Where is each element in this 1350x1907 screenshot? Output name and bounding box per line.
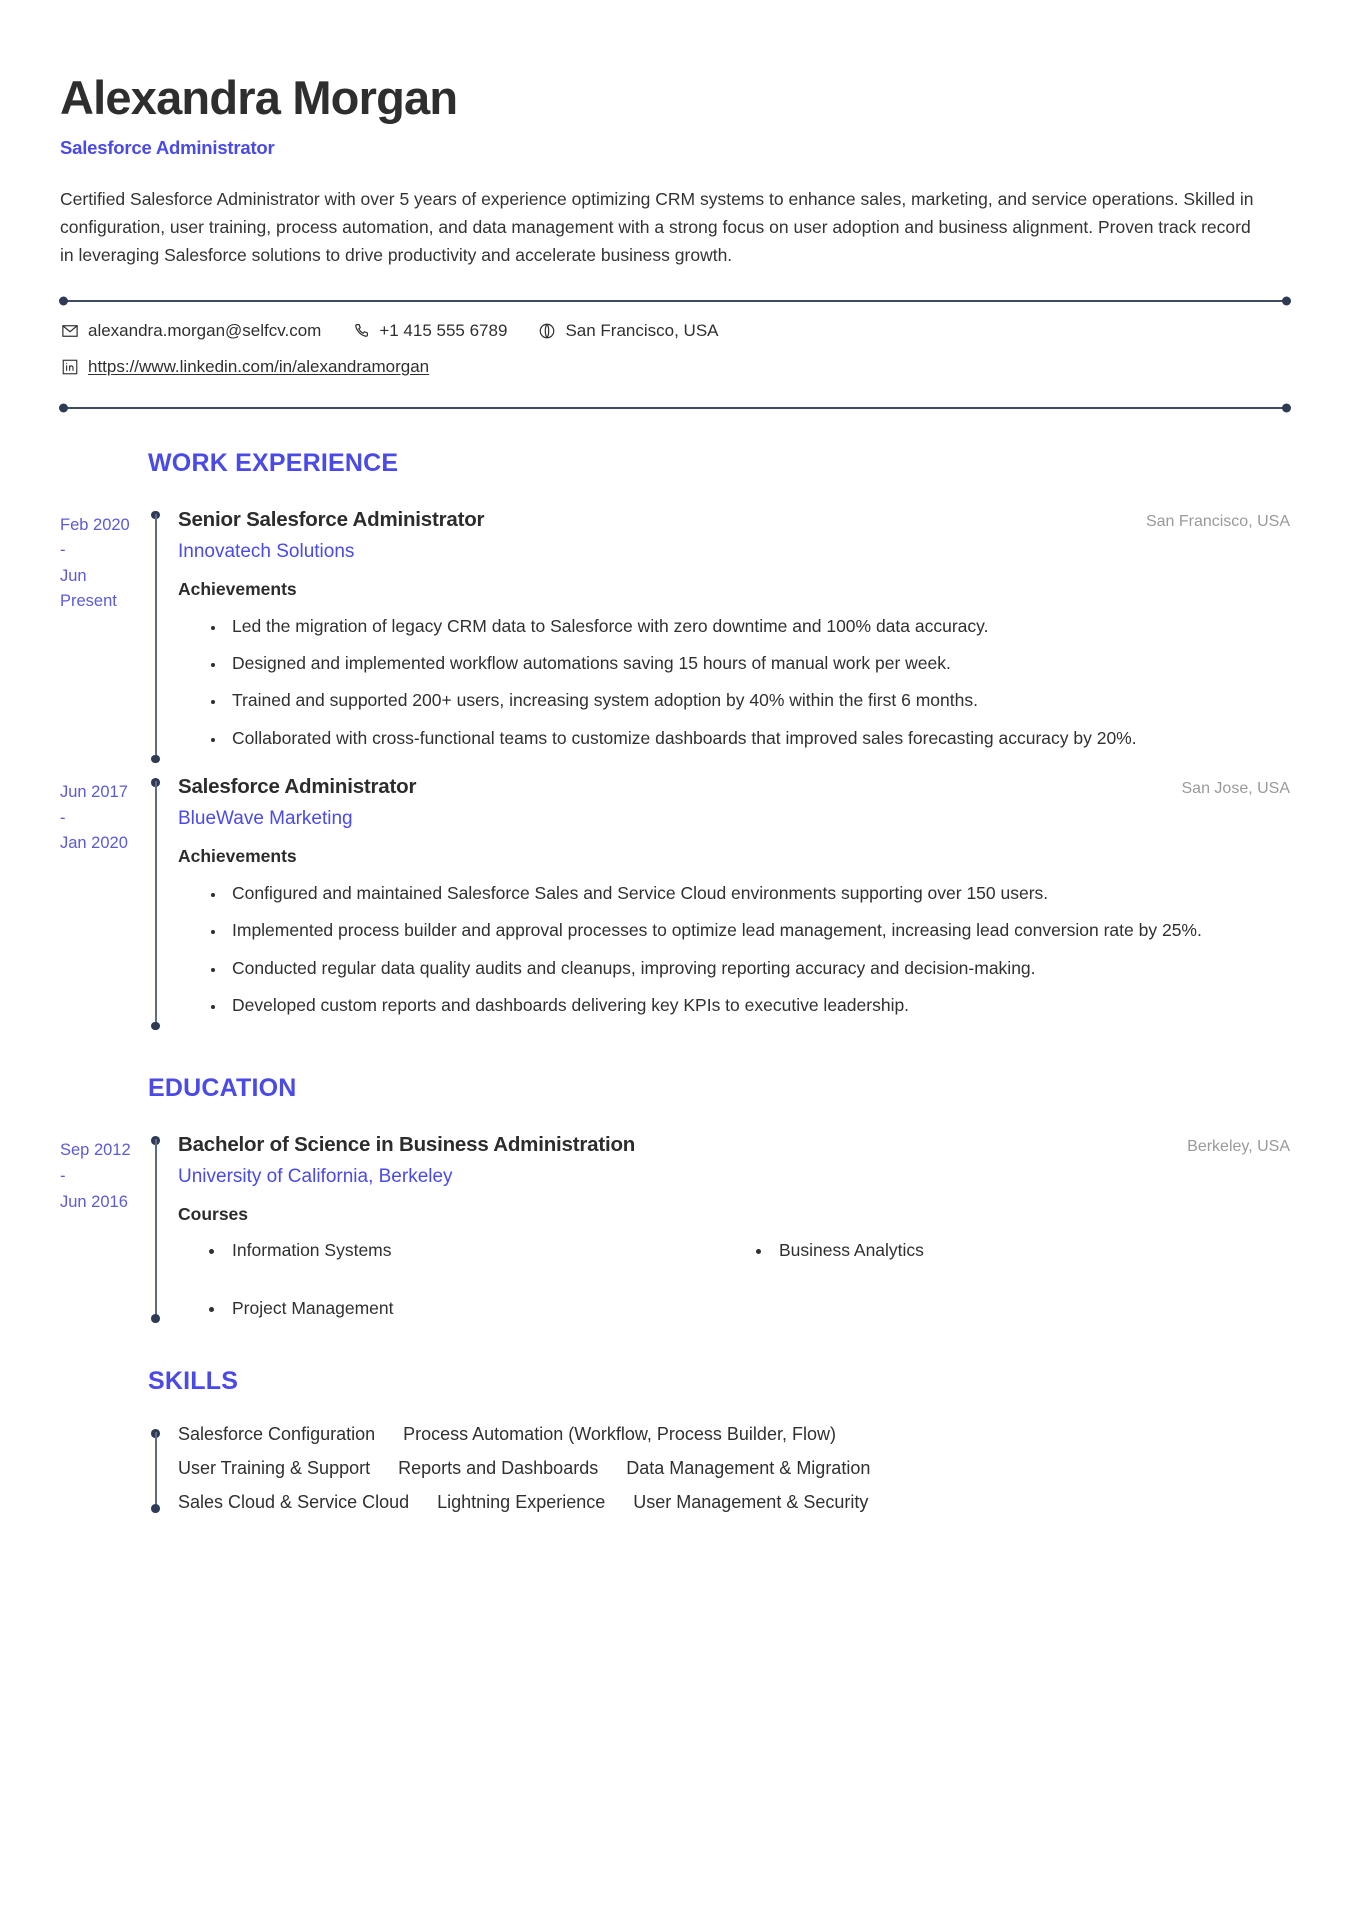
timeline-rail — [148, 1418, 166, 1517]
skill-item: Reports and Dashboards — [398, 1457, 599, 1478]
work-achievements-list — [178, 879, 1290, 1019]
contact-location — [537, 321, 718, 341]
education-location: Berkeley, USA — [1187, 1138, 1290, 1156]
work-achievements-label: Achievements — [178, 846, 297, 867]
education-courses-label: Courses — [178, 1204, 249, 1225]
list-item: • Trained and supported 200+ users, increasing system adoption by 40% within the first 6 months. — [226, 686, 1290, 714]
timeline-bar — [155, 514, 157, 759]
timeline-bar — [155, 781, 157, 1026]
timeline-rail — [148, 500, 166, 767]
phone-icon — [351, 321, 370, 340]
section-title-skills: SKILLS — [148, 1366, 239, 1395]
job-title: Salesforce Administrator — [60, 136, 275, 158]
timeline-dot-bottom — [151, 1314, 160, 1323]
skill-item: User Management & Security — [633, 1491, 869, 1512]
contact-phone-text: +1 415 555 6789 — [379, 320, 508, 340]
date-end-line1: Jan 2020 — [60, 834, 128, 853]
contact-row-secondary — [60, 357, 1290, 377]
contact-location-text: San Francisco, USA — [565, 320, 719, 340]
work-entry-body — [166, 500, 1290, 767]
work-location: San Jose, USA — [1181, 780, 1290, 798]
work-entry — [60, 767, 1290, 1034]
work-achievements-label: Achievements — [178, 578, 297, 599]
skills-body — [166, 1418, 1290, 1517]
work-role-title: Senior Salesforce Administrator — [178, 507, 485, 531]
work-organization: Innovatech Solutions — [178, 540, 355, 562]
skills-date-spacer — [60, 1418, 148, 1517]
page-title: Alexandra Morgan — [60, 71, 458, 124]
list-item: • Collaborated with cross-functional teams to customize dashboards that improved sales forecasting accuracy by 20%. — [226, 724, 1290, 752]
date-end-line1: Jun — [60, 566, 87, 585]
date-end-line1: Jun 2016 — [60, 1192, 128, 1211]
skill-item: Salesforce Configuration — [178, 1423, 376, 1444]
timeline-rail — [148, 1125, 166, 1327]
section-work-experience — [60, 449, 1290, 1035]
list-item: • Developed custom reports and dashboards delivering key KPIs to executive leadership. — [226, 991, 1290, 1019]
skill-item: User Training & Support — [178, 1457, 371, 1478]
list-item: • Project Management — [226, 1295, 743, 1321]
list-item: • Business Analytics — [773, 1237, 1290, 1263]
education-degree: Bachelor of Science in Business Administration — [178, 1133, 636, 1157]
globe-icon — [537, 321, 556, 340]
list-item: • Implemented process builder and approval processes to optimize lead management, increasing lead conversion rate by 25%. — [226, 916, 1290, 944]
date-end-line2: Present — [60, 592, 117, 611]
contact-email[interactable] — [60, 321, 321, 341]
education-entry-head — [178, 1133, 1290, 1157]
work-entry-head — [178, 775, 1290, 799]
date-dash: - — [60, 1167, 66, 1186]
timeline-dot-bottom — [151, 1504, 160, 1513]
skill-item: Sales Cloud & Service Cloud — [178, 1491, 410, 1512]
timeline-dot-bottom — [151, 1022, 160, 1031]
work-achievements-list — [178, 612, 1290, 752]
date-dash: - — [60, 541, 66, 560]
education-courses-list — [178, 1237, 1290, 1321]
resume-header — [60, 72, 1290, 270]
date-start: Feb 2020 — [60, 515, 130, 534]
list-item: • Configured and maintained Salesforce Sales and Service Cloud environments supporting over 150 users. — [226, 879, 1290, 907]
work-entry-dates — [60, 767, 148, 1034]
list-item: • Information Systems — [226, 1237, 743, 1263]
professional-summary: Certified Salesforce Administrator with over 5 years of experience optimizing CRM systems to enhance sales, marketing, and service operations. Skilled in configuration, user training, process automation, and data management with a strong focus on user adoption and business alignment. Proven track record in leveraging Salesforce solutions to drive productivity and accelerate business growth. — [60, 188, 1254, 266]
divider-bottom — [60, 407, 1290, 409]
skills-entry — [60, 1418, 1290, 1517]
education-entry — [60, 1125, 1290, 1327]
skills-list — [178, 1424, 1038, 1513]
skill-item: Data Management & Migration — [626, 1457, 871, 1478]
skill-item: Process Automation (Workflow, Process Builder, Flow) — [403, 1423, 836, 1444]
education-entry-body — [166, 1125, 1290, 1327]
list-item: • Led the migration of legacy CRM data to Salesforce with zero downtime and 100% data accuracy. — [226, 612, 1290, 640]
work-entry — [60, 500, 1290, 767]
contact-linkedin-text: https://www.linkedin.com/in/alexandramorgan — [88, 356, 430, 376]
education-entry-dates — [60, 1125, 148, 1327]
envelope-icon — [60, 321, 79, 340]
contact-email-text: alexandra.morgan@selfcv.com — [88, 320, 322, 340]
list-item: • Conducted regular data quality audits and cleanups, improving reporting accuracy and decision-making. — [226, 954, 1290, 982]
linkedin-icon — [60, 357, 79, 376]
divider-top — [60, 300, 1290, 302]
section-title-work: WORK EXPERIENCE — [148, 448, 399, 477]
timeline-bar — [155, 1432, 157, 1509]
work-role-title: Salesforce Administrator — [178, 775, 417, 799]
timeline-rail — [148, 767, 166, 1034]
work-organization: BlueWave Marketing — [178, 808, 353, 830]
contact-row-primary — [60, 321, 1290, 341]
date-start: Jun 2017 — [60, 783, 128, 802]
section-title-education: EDUCATION — [148, 1074, 297, 1103]
date-dash: - — [60, 808, 66, 827]
contact-linkedin[interactable] — [60, 357, 429, 377]
contact-phone[interactable] — [351, 321, 507, 341]
timeline-bar — [155, 1139, 157, 1319]
section-skills — [60, 1367, 1290, 1517]
section-education — [60, 1074, 1290, 1327]
list-item: • Designed and implemented workflow automations saving 15 hours of manual work per week. — [226, 649, 1290, 677]
work-entry-body — [166, 767, 1290, 1034]
work-entry-dates — [60, 500, 148, 767]
work-location: San Francisco, USA — [1145, 512, 1290, 530]
skill-item: Lightning Experience — [437, 1491, 606, 1512]
work-entry-head — [178, 508, 1290, 532]
education-school: University of California, Berkeley — [178, 1166, 453, 1188]
timeline-dot-bottom — [151, 755, 160, 764]
date-start: Sep 2012 — [60, 1141, 131, 1160]
